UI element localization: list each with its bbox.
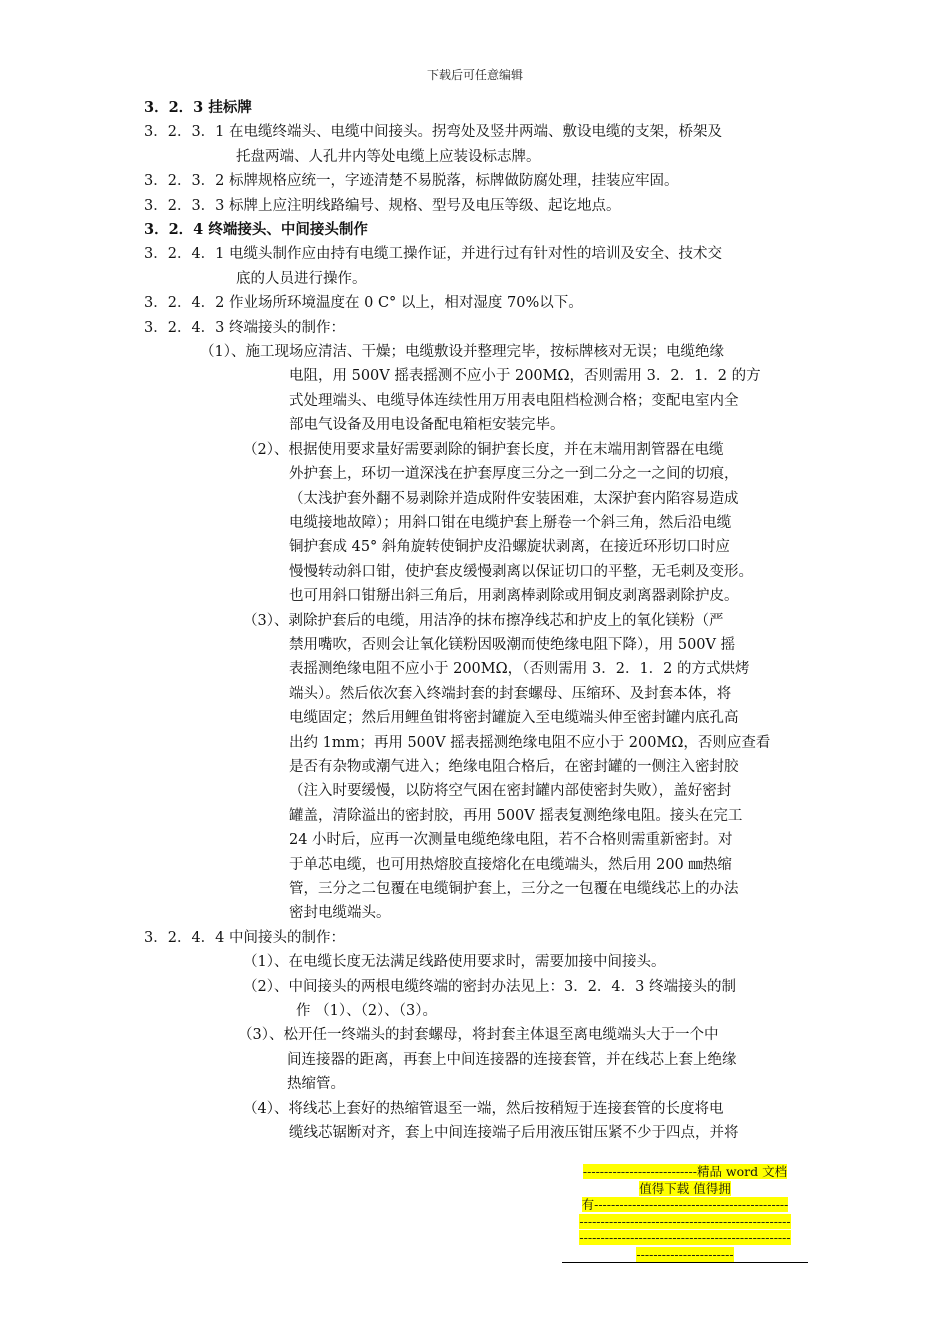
text-line: 间连接器的距离，再套上中间连接器的连接套管，并在线芯上套上绝缘 [287,1051,737,1068]
document-body [0,96,950,1145]
promo-line [562,1214,808,1231]
text-line: 托盘两端、人孔井内等处电缆上应装设标志牌。 [236,148,541,165]
promo-text: ---------------------------精品 word 文档 [582,1164,788,1179]
text-line: 密封电缆端头。 [289,905,391,922]
text-line: 部电气设备及用电设备配电箱柜安装完毕。 [289,417,565,434]
promo-text: -------------------------------------------------- [579,1230,791,1245]
text-line: 3．2．4．2 作业场所环境温度在 0 C° 以上，相对湿度 70%以下。 [144,295,583,312]
section-heading [0,218,950,242]
text-line: 3．2．4．3 终端接头的制作： [144,319,346,336]
promo-text: 值得下载 值得拥 [639,1180,731,1196]
text-line: 24 小时后，应再一次测量电缆绝缘电阻，若不合格则需重新密封。对 [289,832,733,849]
text-line: 管，三分之二包覆在电缆铜护套上，三分之一包覆在电缆线芯上的办法 [289,881,739,897]
paragraph [0,1097,950,1146]
promo-text: 有---------------------------------------------- [581,1197,789,1212]
text-line: 电阻，用 500V 摇表摇测不应小于 200MΩ，否则需用 3．2．1．2 的方 [289,368,761,385]
paragraph [0,316,950,340]
text-line: （注入时要缓慢，以防将空气困在密封罐内部使密封失败），盖好密封 [289,783,732,800]
text-line: （3）、剥除护套后的电缆，用洁净的抹布擦净线芯和护皮上的氧化镁粉（严 [243,612,724,629]
text-line: 铜护套成 45° 斜角旋转使铜护皮沿螺旋状剥离，在接近环形切口时应 [289,539,730,556]
text-line: （4）、将线芯上套好的热缩管退至一端，然后按稍短于连接套管的长度将电 [243,1100,724,1117]
text-line: （2）、中间接头的两根电缆终端的密封办法见上：3．2．4．3 终端接头的制 [243,978,736,995]
text-line: 慢慢转动斜口钳，使护套皮缓慢剥离以保证切口的平整，无毛刺及变形。 [289,563,753,580]
text-line: （3）、松开任一终端头的封套螺母，将封套主体退至离电缆端头大于一个中 [238,1027,719,1044]
text-line: 也可用斜口钳掰出斜三角后，用剥离棒剥除或用铜皮剥离器剥除护皮。 [289,588,739,605]
section-heading [0,96,950,120]
text-line: 是否有杂物或潮气进入；绝缘电阻合格后，在密封罐的一侧注入密封胶 [289,758,739,775]
paragraph [0,291,950,315]
promo-line [562,1247,808,1264]
promo-line [562,1164,808,1181]
paragraph [0,120,950,169]
paragraph [0,169,950,193]
text-line: 3．2．4 终端接头、中间接头制作 [144,221,368,239]
paragraph [0,1023,950,1096]
paragraph [0,950,950,974]
text-line: 端头）。然后依次套入终端封套的封套螺母、压缩环、及封套本体，将 [289,685,732,702]
page-header: 下载后可任意编辑 [426,68,523,82]
promo-text: ----------------------- [636,1246,734,1262]
text-line: （2）、根据使用要求量好需要剥除的铜护套长度，并在末端用割管器在电缆 [243,441,724,458]
text-line: 3．2．4．4 中间接头的制作： [144,929,346,946]
text-line: 式处理端头、电缆导体连续性用万用表电阻档检测合格；变配电室内全 [289,392,739,409]
promo-line [562,1181,808,1198]
paragraph [0,609,950,926]
promo-note [562,1164,808,1263]
paragraph [0,242,950,291]
text-line: 禁用嘴吹，否则会让氧化镁粉因吸潮而使绝缘电阻下降），用 500V 摇 [289,636,736,653]
promo-text: -------------------------------------------------- [579,1213,791,1229]
text-line: 电缆接地故障）；用斜口钳在电缆护套上掰卷一个斜三角，然后沿电缆 [289,514,732,531]
text-line: 底的人员进行操作。 [236,270,367,287]
text-line: 表摇测绝缘电阻不应小于 200MΩ，（否则需用 3．2．1．2 的方式烘烤 [289,661,750,678]
paragraph [0,975,950,1024]
text-line: 电缆固定；然后用鲤鱼钳将密封罐旋入至电缆端头伸至密封罐内底孔高 [289,710,739,727]
text-line: 罐盖，清除溢出的密封胶，再用 500V 摇表复测绝缘电阻。接头在完工 [289,807,743,824]
text-line: 于单芯电缆，也可用热熔胶直接熔化在电缆端头，然后用 200 ㎜热缩 [289,856,732,873]
text-line: 热缩管。 [287,1076,345,1093]
text-line: （太浅护套外翻不易剥除并造成附件安装困难，太深护套内陷容易造成 [289,490,739,507]
paragraph [0,194,950,218]
promo-line [562,1197,808,1214]
promo-underline [562,1262,808,1263]
text-line: 出约 1mm；再用 500V 摇表摇测绝缘电阻不应小于 200MΩ，否则应查看 [289,734,771,751]
paragraph [0,438,950,609]
text-line: 3．2．3．2 标牌规格应统一，字迹清楚不易脱落，标牌做防腐处理，挂装应牢固。 [144,173,679,190]
text-line: 3．2．4．1 电缆头制作应由持有电缆工操作证，并进行过有针对性的培训及安全、技术交 [144,246,723,263]
text-line: （1）、施工现场应清洁、干燥；电缆敷设并整理完毕，按标牌核对无误；电缆绝缘 [200,344,724,361]
text-line: 3．2．3．1 在电缆终端头、电缆中间接头。拐弯处及竖井两端、敷设电缆的支架，桥架及 [144,124,723,141]
text-line: 缆线芯锯断对齐，套上中间连接端子后用液压钳压紧不少于四点，并将 [289,1125,739,1142]
paragraph [0,340,950,438]
text-line: 3．2．3 挂标牌 [144,99,252,116]
paragraph [0,926,950,950]
text-line: 3．2．3．3 标牌上应注明线路编号、规格、型号及电压等级、起讫地点。 [144,197,621,214]
text-line: 外护套上，环切一道深浅在护套厚度三分之一到二分之一之间的切痕， [289,466,739,483]
text-line: 作 （1）、（2）、（3）。 [296,1003,438,1020]
text-line: （1）、在电缆长度无法满足线路使用要求时，需要加接中间接头。 [243,954,666,971]
promo-line [562,1230,808,1247]
